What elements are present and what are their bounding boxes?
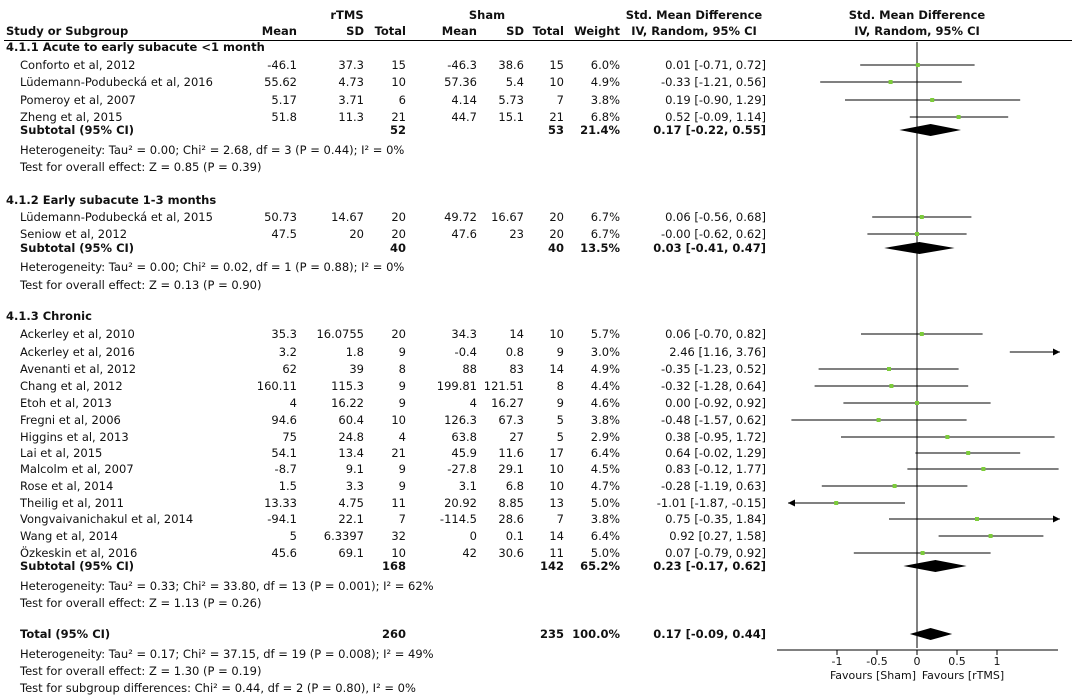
subtotal-label: Subtotal (95% CI) bbox=[20, 559, 135, 573]
rtms-mean: -94.1 bbox=[267, 512, 297, 526]
weight-value: 6.7% bbox=[590, 210, 620, 224]
rtms-total: 11 bbox=[391, 496, 406, 510]
smd-ci: -0.35 [-1.23, 0.52] bbox=[660, 362, 766, 376]
x-tick-label: 0.5 bbox=[948, 655, 966, 668]
rtms-sd: 3.3 bbox=[345, 479, 364, 493]
subtotal-weight: 65.2% bbox=[580, 559, 620, 573]
sham-total: 10 bbox=[549, 75, 564, 89]
study-point bbox=[930, 98, 934, 102]
smd-ci: -0.32 [-1.28, 0.64] bbox=[660, 379, 766, 393]
pooled-diamond bbox=[910, 628, 952, 640]
study-point bbox=[889, 384, 893, 388]
sham-mean: 47.6 bbox=[451, 227, 477, 241]
rtms-sd: 69.1 bbox=[338, 546, 364, 560]
weight-value: 4.9% bbox=[590, 362, 620, 376]
rtms-mean: 94.6 bbox=[271, 413, 297, 427]
rtms-sd: 16.0755 bbox=[316, 327, 364, 341]
sham-mean: 42 bbox=[462, 546, 477, 560]
rtms-total: 20 bbox=[391, 327, 406, 341]
rtms-total: 9 bbox=[398, 396, 406, 410]
sham-sd: 16.67 bbox=[491, 210, 524, 224]
rtms-mean: 1.5 bbox=[278, 479, 297, 493]
study-name: Chang et al, 2012 bbox=[20, 379, 123, 393]
weight-value: 4.9% bbox=[590, 75, 620, 89]
subgroup-differences: Test for subgroup differences: Chi² = 0.44, df = 2 (P = 0.80), I² = 0% bbox=[20, 681, 416, 695]
sham-total: 7 bbox=[556, 512, 564, 526]
study-point bbox=[921, 551, 925, 555]
rtms-total: 9 bbox=[398, 479, 406, 493]
smd-ci: 0.06 [-0.70, 0.82] bbox=[665, 327, 766, 341]
rtms-sd: 4.73 bbox=[338, 75, 364, 89]
rtms-sd: 60.4 bbox=[338, 413, 364, 427]
study-point bbox=[916, 63, 920, 67]
study-point bbox=[915, 401, 919, 405]
sham-sd: 67.3 bbox=[498, 413, 524, 427]
header-study: Study or Subgroup bbox=[6, 24, 129, 38]
sham-total: 13 bbox=[549, 496, 564, 510]
total-weight: 100.0% bbox=[572, 627, 620, 641]
sham-sd: 0.1 bbox=[505, 529, 524, 543]
sham-sd: 6.8 bbox=[505, 479, 524, 493]
subtotal-sham-total: 40 bbox=[547, 241, 564, 255]
x-tick-label: -1 bbox=[831, 655, 843, 668]
smd-ci: 0.64 [-0.02, 1.29] bbox=[665, 446, 766, 460]
study-name: Vongvaivanichakul et al, 2014 bbox=[20, 512, 194, 526]
header-plot-method: IV, Random, 95% CI bbox=[854, 24, 980, 38]
header-plot-title: Std. Mean Difference bbox=[848, 8, 986, 22]
rtms-total: 21 bbox=[391, 446, 406, 460]
overall-effect-text: Test for overall effect: Z = 0.85 (P = 0.39) bbox=[20, 160, 262, 174]
rtms-mean: 45.6 bbox=[271, 546, 297, 560]
weight-value: 5.0% bbox=[590, 496, 620, 510]
x-tick-label: 0 bbox=[913, 655, 921, 668]
rtms-sd: 20 bbox=[349, 227, 364, 241]
rtms-sd: 6.3397 bbox=[323, 529, 364, 543]
favours-sham-label: Favours [Sham] bbox=[829, 669, 917, 682]
rtms-total: 9 bbox=[398, 379, 406, 393]
rtms-sd: 14.67 bbox=[331, 210, 364, 224]
weight-value: 6.0% bbox=[590, 58, 620, 72]
total-label: Total (95% CI) bbox=[20, 627, 111, 641]
weight-value: 3.8% bbox=[590, 512, 620, 526]
study-name: Ackerley et al, 2010 bbox=[20, 327, 135, 341]
sham-mean: -46.3 bbox=[447, 58, 477, 72]
sham-mean: 0 bbox=[469, 529, 477, 543]
smd-ci: -1.01 [-1.87, -0.15] bbox=[656, 496, 766, 510]
rtms-total: 10 bbox=[391, 75, 406, 89]
rtms-sd: 16.22 bbox=[331, 396, 364, 410]
sham-sd: 0.8 bbox=[505, 345, 524, 359]
sham-total: 15 bbox=[549, 58, 564, 72]
rtms-total: 7 bbox=[398, 512, 406, 526]
subtotal-weight: 21.4% bbox=[580, 123, 620, 137]
sham-total: 14 bbox=[549, 529, 564, 543]
smd-ci: -0.48 [-1.57, 0.62] bbox=[660, 413, 766, 427]
header-sd-sham: SD bbox=[506, 24, 524, 38]
rtms-total: 32 bbox=[391, 529, 406, 543]
rtms-mean: 5 bbox=[289, 529, 297, 543]
sham-total: 9 bbox=[556, 345, 564, 359]
sham-sd: 38.6 bbox=[498, 58, 524, 72]
subgroup-title: 4.1.1 Acute to early subacute <1 month bbox=[6, 40, 265, 54]
header-smd-title: Std. Mean Difference bbox=[625, 8, 763, 22]
weight-value: 4.4% bbox=[590, 379, 620, 393]
sham-mean: 199.81 bbox=[436, 379, 477, 393]
sham-sd: 121.51 bbox=[483, 379, 524, 393]
smd-ci: -0.28 [-1.19, 0.63] bbox=[660, 479, 766, 493]
study-point bbox=[981, 467, 985, 471]
sham-sd: 15.1 bbox=[498, 110, 524, 124]
sham-total: 21 bbox=[549, 110, 564, 124]
rtms-sd: 11.3 bbox=[338, 110, 364, 124]
x-tick-label: -0.5 bbox=[866, 655, 888, 668]
heterogeneity-text: Heterogeneity: Tau² = 0.00; Chi² = 2.68, df = 3 (P = 0.44); I² = 0% bbox=[20, 143, 405, 157]
study-point bbox=[989, 534, 993, 538]
weight-value: 3.8% bbox=[590, 93, 620, 107]
sham-total: 5 bbox=[556, 413, 564, 427]
study-point bbox=[889, 80, 893, 84]
smd-ci: 0.00 [-0.92, 0.92] bbox=[665, 396, 766, 410]
subtotal-weight: 13.5% bbox=[580, 241, 620, 255]
study-point bbox=[945, 435, 949, 439]
overall-effect-text: Test for overall effect: Z = 0.13 (P = 0.90) bbox=[20, 278, 262, 292]
rtms-mean: 55.62 bbox=[264, 75, 297, 89]
study-name: Malcolm et al, 2007 bbox=[20, 462, 134, 476]
sham-sd: 8.85 bbox=[498, 496, 524, 510]
smd-ci: 0.92 [0.27, 1.58] bbox=[669, 529, 766, 543]
subtotal-ci: 0.23 [-0.17, 0.62] bbox=[653, 559, 766, 573]
weight-value: 6.4% bbox=[590, 529, 620, 543]
subtotal-label: Subtotal (95% CI) bbox=[20, 123, 135, 137]
total-overall-effect: Test for overall effect: Z = 1.30 (P = 0.19) bbox=[20, 664, 262, 678]
weight-value: 4.7% bbox=[590, 479, 620, 493]
subtotal-label: Subtotal (95% CI) bbox=[20, 241, 135, 255]
rtms-mean: -8.7 bbox=[274, 462, 297, 476]
rtms-sd: 13.4 bbox=[338, 446, 364, 460]
header-sd-rtms: SD bbox=[346, 24, 364, 38]
heterogeneity-text: Heterogeneity: Tau² = 0.00; Chi² = 0.02, df = 1 (P = 0.88); I² = 0% bbox=[20, 260, 405, 274]
rtms-mean: 160.11 bbox=[256, 379, 297, 393]
sham-mean: 20.92 bbox=[444, 496, 477, 510]
study-name: Lüdemann-Podubecká et al, 2015 bbox=[20, 210, 213, 224]
study-point bbox=[877, 418, 881, 422]
rtms-mean: 13.33 bbox=[264, 496, 297, 510]
study-name: Theilig et al, 2011 bbox=[20, 496, 124, 510]
ci-arrow-right bbox=[1053, 516, 1060, 523]
sham-total: 9 bbox=[556, 396, 564, 410]
study-name: Seniow et al, 2012 bbox=[20, 227, 128, 241]
weight-value: 3.8% bbox=[590, 413, 620, 427]
rtms-mean: 54.1 bbox=[271, 446, 297, 460]
sham-mean: -0.4 bbox=[454, 345, 477, 359]
header-sham: Sham bbox=[468, 8, 506, 22]
study-name: Pomeroy et al, 2007 bbox=[20, 93, 136, 107]
subgroup-title: 4.1.3 Chronic bbox=[6, 309, 92, 323]
weight-value: 5.7% bbox=[590, 327, 620, 341]
smd-ci: 2.46 [1.16, 3.76] bbox=[669, 345, 766, 359]
sham-sd: 28.6 bbox=[498, 512, 524, 526]
rtms-sd: 115.3 bbox=[331, 379, 364, 393]
subtotal-rtms-total: 52 bbox=[389, 123, 406, 137]
rtms-mean: 35.3 bbox=[271, 327, 297, 341]
rtms-sd: 37.3 bbox=[338, 58, 364, 72]
header-weight: Weight bbox=[574, 24, 620, 38]
study-name: Lüdemann-Podubecká et al, 2016 bbox=[20, 75, 213, 89]
rtms-mean: 75 bbox=[282, 430, 297, 444]
sham-mean: 88 bbox=[462, 362, 477, 376]
sham-sd: 14 bbox=[509, 327, 524, 341]
study-name: Zheng et al, 2015 bbox=[20, 110, 123, 124]
total-ci: 0.17 [-0.09, 0.44] bbox=[653, 627, 766, 641]
rtms-mean: 5.17 bbox=[271, 93, 297, 107]
sham-total: 17 bbox=[549, 446, 564, 460]
smd-ci: 0.38 [-0.95, 1.72] bbox=[665, 430, 766, 444]
rtms-sd: 1.8 bbox=[345, 345, 364, 359]
smd-ci: 0.19 [-0.90, 1.29] bbox=[665, 93, 766, 107]
weight-value: 6.8% bbox=[590, 110, 620, 124]
rtms-mean: -46.1 bbox=[267, 58, 297, 72]
rtms-total: 10 bbox=[391, 546, 406, 560]
smd-ci: -0.33 [-1.21, 0.56] bbox=[660, 75, 766, 89]
total-sham: 235 bbox=[539, 627, 564, 641]
sham-mean: 44.7 bbox=[451, 110, 477, 124]
weight-value: 6.4% bbox=[590, 446, 620, 460]
smd-ci: -0.00 [-0.62, 0.62] bbox=[660, 227, 766, 241]
sham-mean: 63.8 bbox=[451, 430, 477, 444]
study-name: Avenanti et al, 2012 bbox=[20, 362, 137, 376]
heterogeneity-text: Heterogeneity: Tau² = 0.33; Chi² = 33.80, df = 13 (P = 0.001); I² = 62% bbox=[20, 579, 434, 593]
header-mean-sham: Mean bbox=[441, 24, 477, 38]
rtms-sd: 4.75 bbox=[338, 496, 364, 510]
smd-ci: 0.83 [-0.12, 1.77] bbox=[665, 462, 766, 476]
study-point bbox=[834, 501, 838, 505]
sham-mean: 34.3 bbox=[451, 327, 477, 341]
sham-total: 10 bbox=[549, 327, 564, 341]
smd-ci: 0.75 [-0.35, 1.84] bbox=[665, 512, 766, 526]
weight-value: 2.9% bbox=[590, 430, 620, 444]
smd-ci: 0.01 [-0.71, 0.72] bbox=[665, 58, 766, 72]
sham-mean: -27.8 bbox=[447, 462, 477, 476]
subtotal-rtms-total: 40 bbox=[389, 241, 406, 255]
sham-total: 5 bbox=[556, 430, 564, 444]
sham-total: 8 bbox=[556, 379, 564, 393]
rtms-mean: 51.8 bbox=[271, 110, 297, 124]
subtotal-rtms-total: 168 bbox=[381, 559, 406, 573]
study-name: Conforto et al, 2012 bbox=[20, 58, 136, 72]
study-point bbox=[887, 367, 891, 371]
pooled-diamond bbox=[899, 124, 961, 136]
ci-arrow-right bbox=[1053, 349, 1060, 356]
weight-value: 5.0% bbox=[590, 546, 620, 560]
study-point bbox=[975, 517, 979, 521]
smd-ci: 0.52 [-0.09, 1.14] bbox=[665, 110, 766, 124]
weight-value: 4.5% bbox=[590, 462, 620, 476]
sham-sd: 27 bbox=[509, 430, 524, 444]
rtms-total: 8 bbox=[398, 362, 406, 376]
study-point bbox=[920, 215, 924, 219]
rtms-mean: 50.73 bbox=[264, 210, 297, 224]
sham-sd: 30.6 bbox=[498, 546, 524, 560]
rtms-total: 21 bbox=[391, 110, 406, 124]
rtms-mean: 62 bbox=[282, 362, 297, 376]
study-name: Wang et al, 2014 bbox=[20, 529, 118, 543]
study-name: Özkeskin et al, 2016 bbox=[20, 546, 138, 560]
weight-value: 4.6% bbox=[590, 396, 620, 410]
study-point bbox=[957, 115, 961, 119]
header-total-sham: Total bbox=[532, 24, 564, 38]
subtotal-sham-total: 142 bbox=[539, 559, 564, 573]
sham-mean: 126.3 bbox=[444, 413, 477, 427]
sham-mean: -114.5 bbox=[439, 512, 477, 526]
overall-effect-text: Test for overall effect: Z = 1.13 (P = 0.26) bbox=[20, 596, 262, 610]
sham-mean: 3.1 bbox=[458, 479, 477, 493]
sham-mean: 45.9 bbox=[451, 446, 477, 460]
rtms-total: 9 bbox=[398, 462, 406, 476]
header-rtms: rTMS bbox=[330, 8, 364, 22]
header-smd-method: IV, Random, 95% CI bbox=[631, 24, 757, 38]
sham-sd: 5.4 bbox=[505, 75, 524, 89]
pooled-diamond bbox=[884, 242, 954, 254]
rtms-total: 10 bbox=[391, 413, 406, 427]
sham-mean: 4 bbox=[469, 396, 477, 410]
subtotal-ci: 0.03 [-0.41, 0.47] bbox=[653, 241, 766, 255]
sham-sd: 83 bbox=[509, 362, 524, 376]
rtms-total: 6 bbox=[398, 93, 406, 107]
rtms-mean: 47.5 bbox=[271, 227, 297, 241]
header-total-rtms: Total bbox=[374, 24, 406, 38]
sham-sd: 5.73 bbox=[498, 93, 524, 107]
sham-total: 7 bbox=[556, 93, 564, 107]
sham-sd: 29.1 bbox=[498, 462, 524, 476]
weight-value: 6.7% bbox=[590, 227, 620, 241]
ci-arrow-left bbox=[788, 500, 795, 507]
study-name: Lai et al, 2015 bbox=[20, 446, 103, 460]
header-mean-rtms: Mean bbox=[261, 24, 297, 38]
favours-rtms-label: Favours [rTMS] bbox=[921, 669, 1005, 682]
rtms-total: 4 bbox=[398, 430, 406, 444]
total-heterogeneity: Heterogeneity: Tau² = 0.17; Chi² = 37.15, df = 19 (P = 0.008); I² = 49% bbox=[20, 647, 434, 661]
study-name: Rose et al, 2014 bbox=[20, 479, 114, 493]
smd-ci: 0.06 [-0.56, 0.68] bbox=[665, 210, 766, 224]
subtotal-sham-total: 53 bbox=[547, 123, 564, 137]
total-rtms: 260 bbox=[381, 627, 406, 641]
rtms-mean: 4 bbox=[289, 396, 297, 410]
sham-total: 10 bbox=[549, 462, 564, 476]
study-point bbox=[966, 451, 970, 455]
study-point bbox=[893, 484, 897, 488]
rtms-sd: 39 bbox=[349, 362, 364, 376]
rtms-mean: 3.2 bbox=[278, 345, 297, 359]
rtms-total: 20 bbox=[391, 227, 406, 241]
rtms-sd: 3.71 bbox=[338, 93, 364, 107]
sham-sd: 16.27 bbox=[491, 396, 524, 410]
rtms-sd: 24.8 bbox=[338, 430, 364, 444]
study-point bbox=[920, 332, 924, 336]
sham-sd: 11.6 bbox=[498, 446, 524, 460]
subgroup-title: 4.1.2 Early subacute 1-3 months bbox=[6, 193, 217, 207]
sham-mean: 57.36 bbox=[444, 75, 477, 89]
sham-total: 10 bbox=[549, 479, 564, 493]
study-name: Higgins et al, 2013 bbox=[20, 430, 129, 444]
weight-value: 3.0% bbox=[590, 345, 620, 359]
study-name: Etoh et al, 2013 bbox=[20, 396, 112, 410]
study-name: Ackerley et al, 2016 bbox=[20, 345, 135, 359]
rtms-sd: 22.1 bbox=[338, 512, 364, 526]
sham-sd: 23 bbox=[509, 227, 524, 241]
subtotal-ci: 0.17 [-0.22, 0.55] bbox=[653, 123, 766, 137]
sham-total: 20 bbox=[549, 227, 564, 241]
rtms-total: 15 bbox=[391, 58, 406, 72]
smd-ci: 0.07 [-0.79, 0.92] bbox=[665, 546, 766, 560]
pooled-diamond bbox=[903, 560, 966, 572]
sham-total: 20 bbox=[549, 210, 564, 224]
sham-mean: 49.72 bbox=[444, 210, 477, 224]
study-name: Fregni et al, 2006 bbox=[20, 413, 121, 427]
study-point bbox=[915, 232, 919, 236]
sham-total: 11 bbox=[549, 546, 564, 560]
x-tick-label: 1 bbox=[993, 655, 1001, 668]
rtms-total: 20 bbox=[391, 210, 406, 224]
sham-mean: 4.14 bbox=[451, 93, 477, 107]
sham-total: 14 bbox=[549, 362, 564, 376]
rtms-total: 9 bbox=[398, 345, 406, 359]
rtms-sd: 9.1 bbox=[345, 462, 364, 476]
